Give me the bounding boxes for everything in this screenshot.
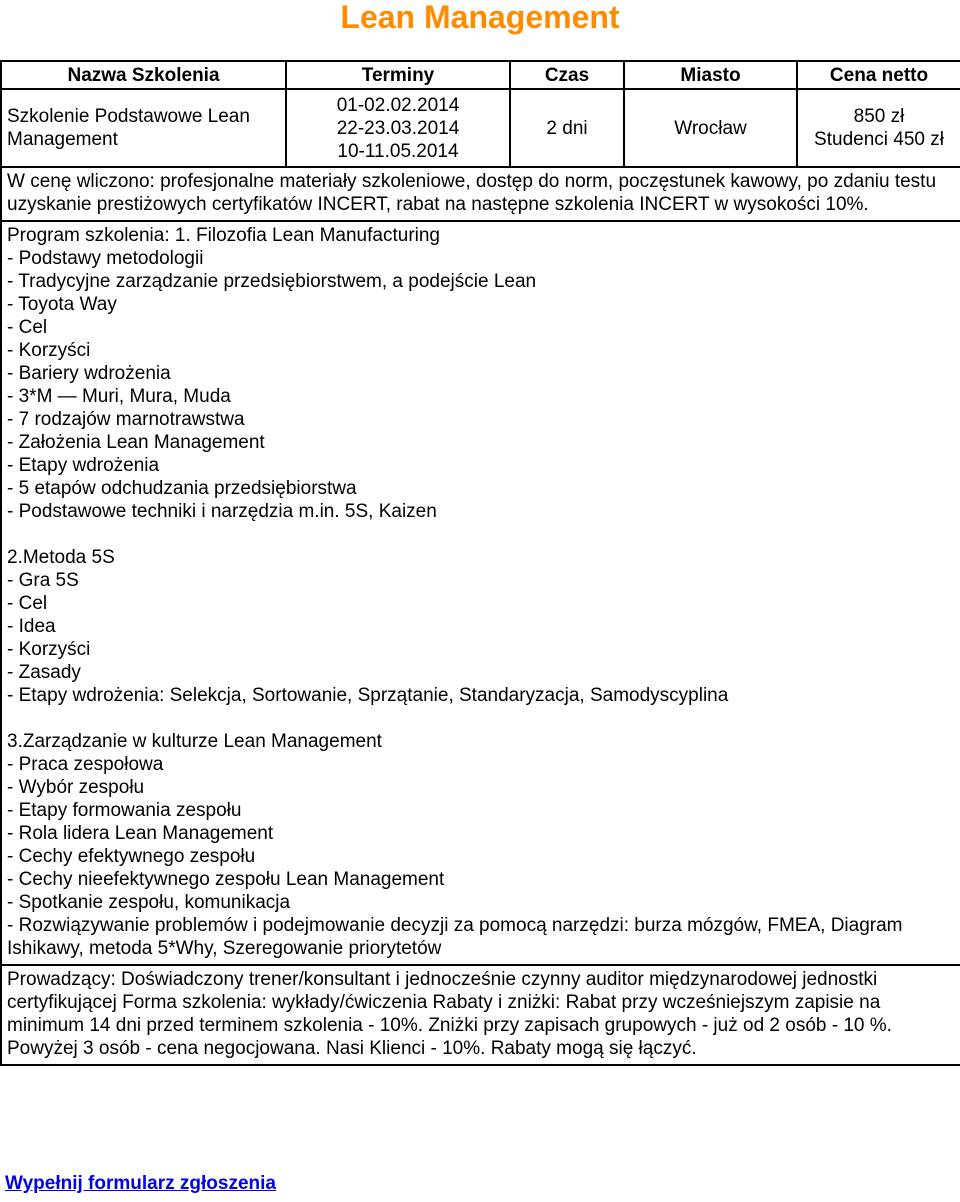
included-text: W cenę wliczono: profesjonalne materiały szkoleniowe, dostęp do norm, poczęstunek kawowy, po zdaniu testu uzyskanie prestiżowych certyfikatów INCERT, rabat na następne szkolenia INCERT w wysokości 10%. (7, 171, 937, 215)
price-student: Studenci 450 zł (814, 129, 944, 150)
list-item: - Wybór zespołu (7, 777, 145, 798)
list-item: - Założenia Lean Management (7, 432, 265, 453)
list-item: - Cechy efektywnego zespołu (7, 846, 256, 867)
course-name-cell: Szkolenie Podstawowe Lean Management (1, 89, 286, 167)
program-section-3-title: 3.Zarządzanie w kulturze Lean Management (7, 731, 382, 752)
list-item: - Korzyści (7, 639, 91, 660)
trainer-text: Prowadzący: Doświadczony trener/konsultant i jednocześnie czynny auditor międzynarodowej jednostki certyfikującej Forma szkolenia: wykłady/ćwiczenia Rabaty i zniżki: Rabat przy wcześniejszym zapisie na minimum 14 dni przed terminem szkolenia - 10%. Zniżki przy zapisach grupowych - już od 2 osób - 10 %. Powyżej 3 osób - cena negocjowana. Nasi Klienci - 10%. Rabaty mogą się łączyć. (7, 969, 892, 1059)
included-cell (1, 167, 960, 221)
course-dates-cell (286, 89, 510, 167)
header-city: Miasto (624, 61, 797, 89)
list-item: - Podstawy metodologii (7, 248, 204, 269)
list-item: - Praca zespołowa (7, 754, 164, 775)
price-regular: 850 zł (853, 106, 905, 127)
list-item: - Idea (7, 616, 56, 637)
list-item: - Tradycyjne zarządzanie przedsiębiorstwem, a podejście Lean (7, 271, 537, 292)
list-item: - Gra 5S (7, 570, 79, 591)
program-row (1, 221, 960, 965)
list-item: - Cel (7, 317, 48, 338)
course-price-cell (797, 89, 960, 167)
program-section-3 (7, 753, 954, 960)
date-2: 22-23.03.2014 (336, 117, 460, 139)
program-section-2 (7, 569, 954, 707)
list-item: - Podstawowe techniki i narzędzia m.in. 5S, Kaizen (7, 501, 437, 522)
included-row (1, 167, 960, 221)
course-city-cell: Wrocław (624, 89, 797, 167)
signup-form-link[interactable]: Wypełnij formularz zgłoszenia (5, 1173, 276, 1194)
list-item: - Cel (7, 593, 48, 614)
list-item: - Zasady (7, 662, 81, 683)
list-item: - Etapy wdrożenia: Selekcja, Sortowanie, Sprzątanie, Standaryzacja, Samodyscyplina (7, 685, 729, 706)
program-section-1 (7, 247, 954, 523)
table-row (1, 89, 960, 167)
list-item: - Toyota Way (7, 294, 117, 315)
trainer-row (1, 965, 960, 1065)
header-name: Nazwa Szkolenia (1, 61, 286, 89)
list-item: - Korzyści (7, 340, 91, 361)
list-item: - Cechy nieefektywnego zespołu Lean Management (7, 869, 445, 890)
page-title: Lean Management (340, 0, 620, 35)
program-section-2-title: 2.Metoda 5S (7, 547, 115, 568)
list-item: - Etapy formowania zespołu (7, 800, 242, 821)
list-item: - Rola lidera Lean Management (7, 823, 274, 844)
header-price: Cena netto (797, 61, 960, 89)
list-item: - Spotkanie zespołu, komunikacja (7, 892, 291, 913)
list-item: - 7 rodzajów marnotrawstwa (7, 409, 245, 430)
trainer-cell (1, 965, 960, 1065)
header-dates: Terminy (286, 61, 510, 89)
course-duration-cell: 2 dni (510, 89, 624, 167)
date-3: 10-11.05.2014 (337, 140, 459, 162)
course-table (0, 60, 960, 1066)
list-item: - Rozwiązywanie problemów i podejmowanie decyzji za pomocą narzędzi: burza mózgów, FMEA, Diagram Ishikawy, metoda 5*Why, Szeregowanie priorytetów (7, 915, 903, 959)
list-item: - Bariery wdrożenia (7, 363, 171, 384)
program-intro: Program szkolenia: 1. Filozofia Lean Manufacturing (7, 225, 441, 246)
program-cell (1, 221, 960, 965)
list-item: - 3*M — Muri, Mura, Muda (7, 386, 231, 407)
header-duration: Czas (510, 61, 624, 89)
list-item: - 5 etapów odchudzania przedsiębiorstwa (7, 478, 357, 499)
list-item: - Etapy wdrożenia (7, 455, 160, 476)
table-header-row (1, 61, 960, 89)
date-1: 01-02.02.2014 (336, 94, 460, 116)
